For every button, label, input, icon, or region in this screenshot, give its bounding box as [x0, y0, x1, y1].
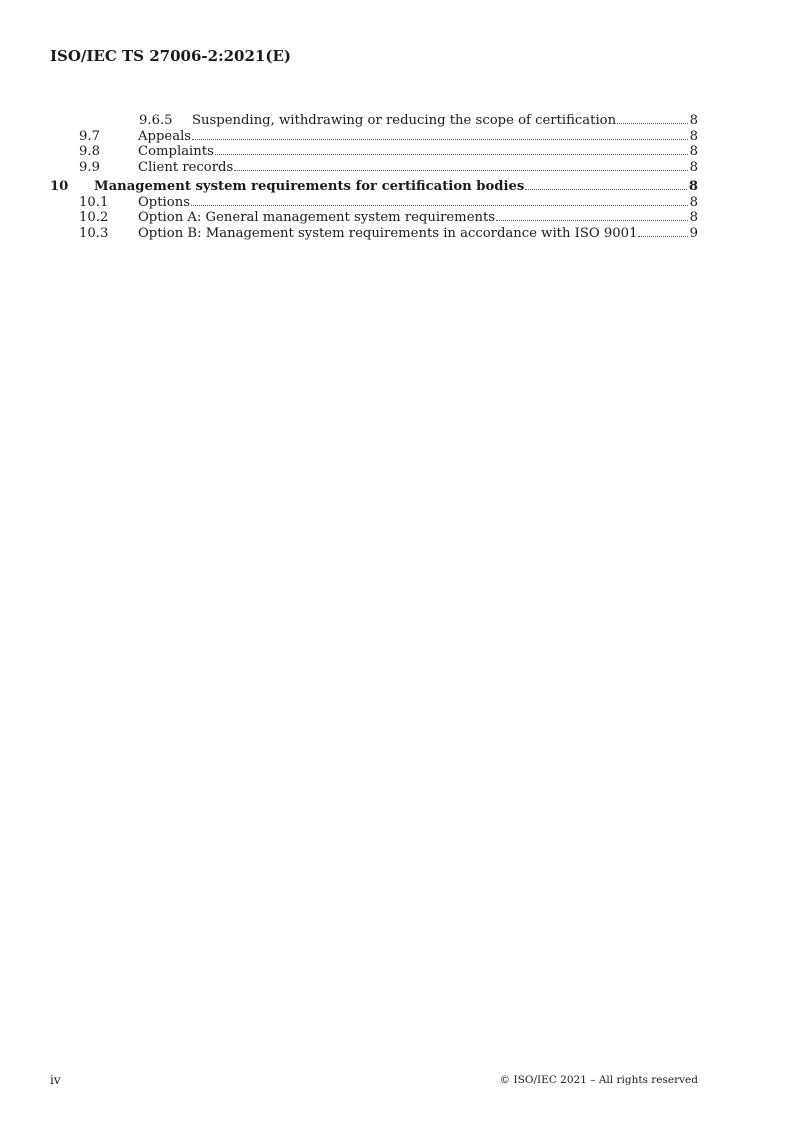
toc-dot-leader [496, 219, 688, 221]
toc-entry-page: 9 [689, 225, 698, 241]
toc-entry-title: Suspending, withdrawing or reducing the scope of certification [192, 113, 617, 128]
toc-entry-9-9[interactable] [50, 160, 698, 176]
toc-entry-title: Option B: Management system requirements in accordance with ISO 9001 [138, 225, 638, 241]
footer-page-number: iv [50, 1073, 61, 1087]
toc-entry-9-8[interactable] [50, 144, 698, 160]
toc-entry-title: Appeals [138, 128, 192, 144]
toc-dot-leader [192, 138, 688, 140]
toc-entry-number: 10.3 [79, 225, 109, 241]
toc-entry-page: 8 [689, 159, 698, 175]
toc-entry-10-1[interactable] [50, 195, 698, 211]
toc-entry-page: 8 [689, 194, 698, 210]
toc-entry-number: 10.1 [79, 194, 109, 210]
toc-dot-leader [638, 235, 687, 237]
toc-dot-leader [617, 122, 688, 124]
toc-dot-leader [525, 188, 686, 190]
toc-entry-title: Complaints [138, 144, 214, 159]
document-id-header: ISO/IEC TS 27006-2:2021(E) [50, 47, 291, 65]
toc-entry-page: 8 [689, 113, 698, 128]
toc-entry-number: 9.8 [79, 144, 100, 159]
toc-entry-page: 8 [688, 179, 698, 194]
toc-entry-number: 9.9 [79, 159, 100, 175]
toc-entry-page: 8 [689, 128, 698, 144]
toc-dot-leader [234, 169, 687, 171]
toc-entry-number: 9.6.5 [139, 113, 173, 128]
toc-entry-title: Client records [138, 159, 234, 175]
toc-entry-page: 8 [689, 210, 698, 225]
toc-entry-title: Option A: General management system requirements [138, 210, 496, 225]
toc-entry-number: 10.2 [79, 210, 109, 225]
toc-entry-number: 9.7 [79, 128, 100, 144]
footer-copyright: © ISO/IEC 2021 – All rights reserved [499, 1074, 698, 1086]
toc-dot-leader [191, 204, 688, 206]
toc-entry-page: 8 [689, 144, 698, 159]
toc-entry-number: 10 [50, 179, 69, 194]
table-of-contents [50, 113, 698, 241]
toc-entry-10-2[interactable] [50, 210, 698, 226]
toc-entry-title: Options [138, 194, 190, 210]
toc-entry-9-6-5[interactable] [50, 113, 698, 129]
toc-entry-9-7[interactable] [50, 129, 698, 145]
toc-entry-10[interactable] [50, 179, 698, 195]
toc-entry-title: Management system requirements for certification bodies [94, 179, 525, 194]
toc-entry-10-3[interactable] [50, 226, 698, 242]
toc-dot-leader [215, 153, 688, 155]
